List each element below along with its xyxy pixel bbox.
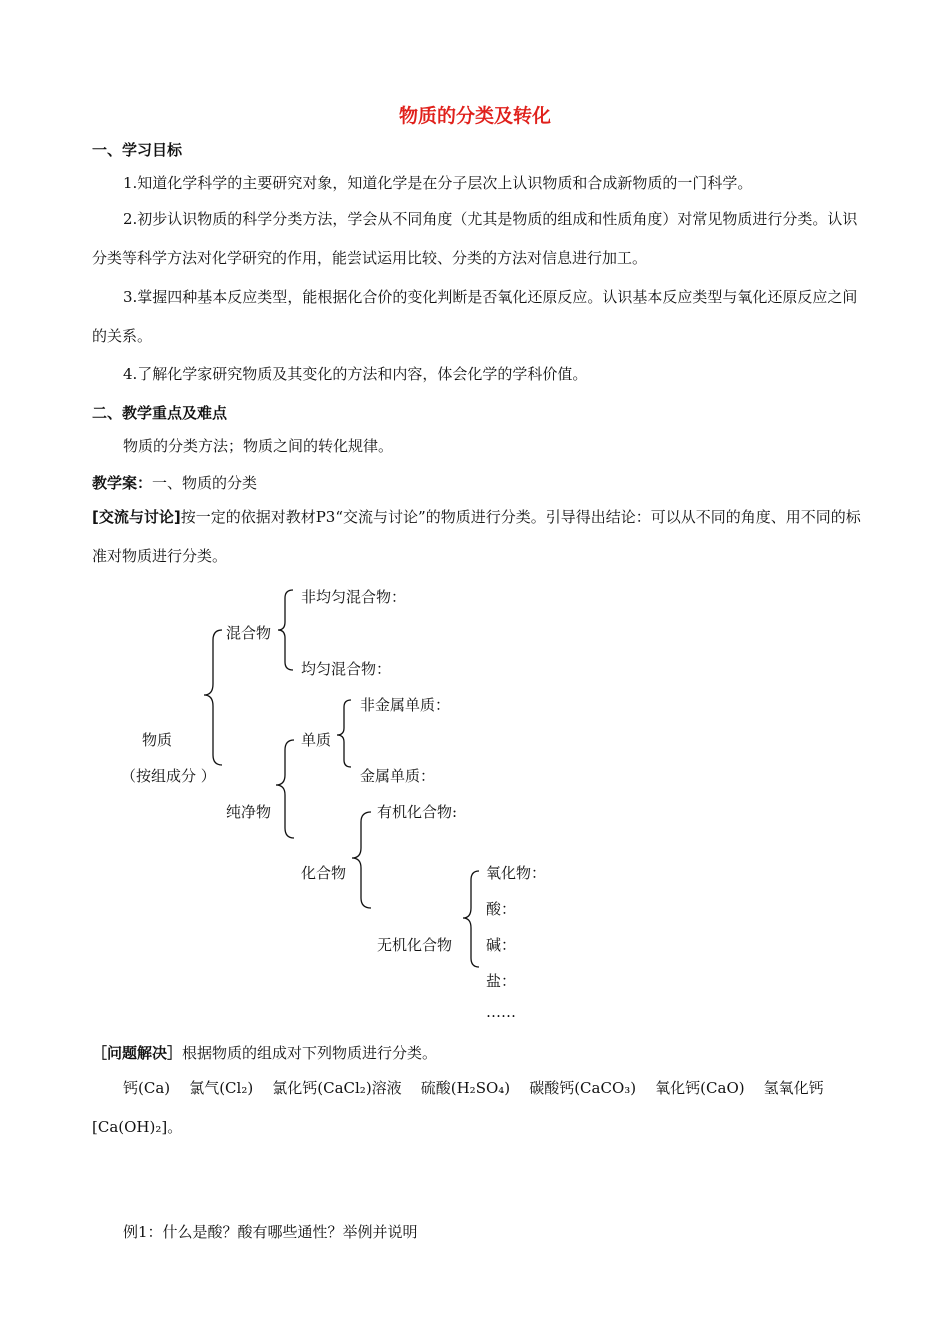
node-root-note: （按组成分 ） [121, 767, 216, 785]
node-more: …… [486, 1003, 516, 1021]
objective-2: 2.初步认识物质的科学分类方法，学会从不同角度（尤其是物质的组成和性质角度）对常见物质进行分类。认识分类等科学方法对化学研究的作用，能尝试运用比较、分类的方法对信息进行加工。 [92, 210, 858, 267]
objective-4: 4.了解化学家研究物质及其变化的方法和内容，体会化学的学科价值。 [123, 365, 588, 383]
node-oxide: 氧化物： [486, 864, 547, 882]
problem-line [92, 1042, 437, 1063]
substance-list: 钙(Ca) 氯气(Cl₂) 氯化钙(CaCl₂)溶液 硫酸(H₂SO₄) 碳酸钙(CaCO₃) 氧化钙(CaO) 氢氧化钙 [123, 1079, 824, 1097]
node-nonmetal: 非金属单质： [360, 696, 451, 714]
bracket-mixture [278, 590, 293, 670]
node-base: 碱： [486, 936, 517, 954]
problem-label: ［问题解决］ [92, 1044, 183, 1062]
node-acid: 酸： [486, 900, 517, 918]
bracket-pure [276, 740, 294, 838]
section2-heading: 二、教学重点及难点 [92, 404, 228, 422]
discussion-text: 按一定的依据对教材P3“交流与讨论”的物质进行分类。引导得出结论：可以从不同的角度、用不同的标准对物质进行分类。 [92, 508, 861, 565]
example-1: 例1：什么是酸？酸有哪些通性？举例并说明 [123, 1223, 418, 1241]
plan-label: 教学案： [92, 474, 153, 492]
objective-1: 1.知道化学科学的主要研究对象，知道化学是在分子层次上认识物质和合成新物质的一门科学。 [123, 174, 753, 192]
section1-heading: 一、学习目标 [92, 141, 183, 159]
node-element: 单质 [301, 731, 332, 749]
node-hetero-mixture: 非均匀混合物： [301, 588, 407, 606]
bracket-root [204, 630, 222, 765]
node-inorganic: 无机化合物 [377, 936, 453, 954]
bracket-lines [204, 590, 479, 967]
plan-text: 一、物质的分类 [152, 474, 258, 492]
objective-3: 3.掌握四种基本反应类型，能根据化合价的变化判断是否氧化还原反应。认识基本反应类型与氧化还原反应之间的关系。 [92, 288, 858, 345]
node-homo-mixture: 均匀混合物： [301, 660, 392, 678]
problem-text: 根据物质的组成对下列物质进行分类。 [182, 1044, 438, 1062]
node-mixture: 混合物 [226, 624, 272, 642]
discussion-label: [交流与讨论] [92, 508, 181, 526]
node-pure: 纯净物 [226, 803, 272, 821]
node-salt: 盐： [486, 972, 517, 990]
page-title: 物质的分类及转化 [398, 105, 551, 127]
node-metal: 金属单质： [360, 767, 436, 785]
node-root: 物质 [142, 731, 173, 749]
bracket-element [337, 700, 351, 767]
node-organic: 有机化合物: [377, 803, 458, 821]
bracket-inorganic [463, 871, 479, 967]
bracket-compound [352, 812, 371, 908]
node-compound: 化合物 [301, 864, 347, 882]
key-points: 物质的分类方法；物质之间的转化规律。 [123, 437, 394, 455]
substance-list-cont: [Ca(OH)₂]。 [92, 1118, 183, 1136]
